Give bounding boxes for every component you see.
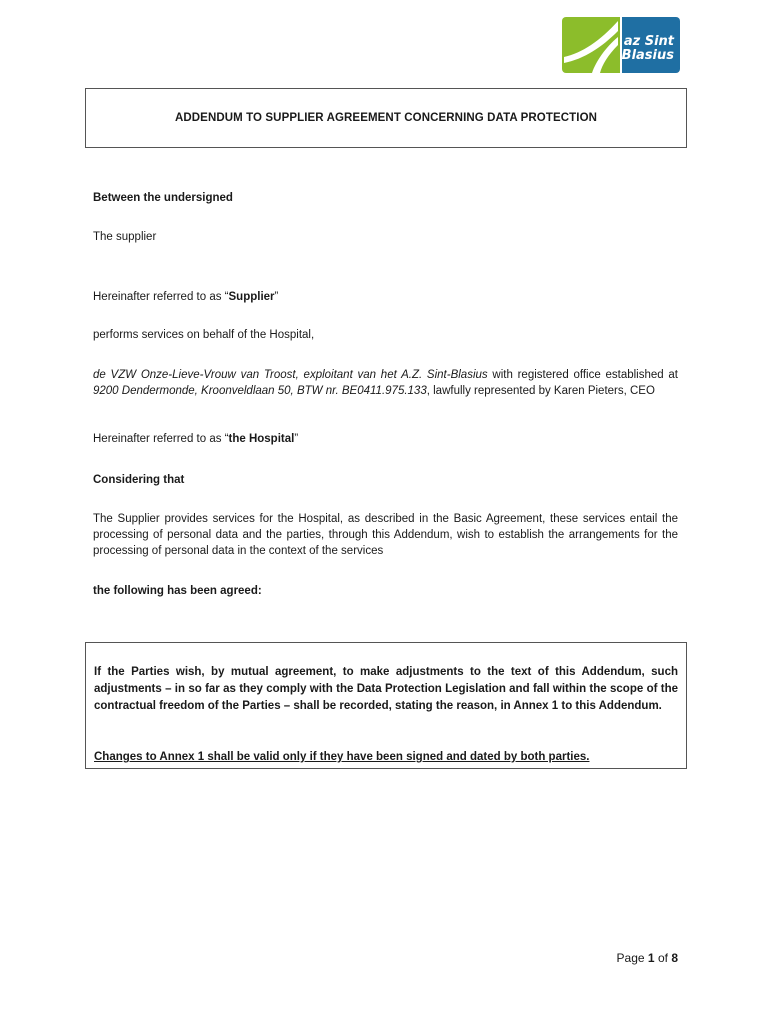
supplier-ref-suffix: ” xyxy=(274,291,279,303)
az-sint-blasius-logo xyxy=(562,17,680,73)
hospital-address: 9200 Dendermonde, Kroonveldlaan 50, BTW nr. BE0411.975.133 xyxy=(93,385,427,397)
logo-line1: az Sint xyxy=(623,34,674,49)
hospital-ref-suffix: ” xyxy=(294,433,299,445)
document-title: ADDENDUM TO SUPPLIER AGREEMENT CONCERNING DATA PROTECTION xyxy=(174,112,598,124)
page-total: 8 xyxy=(671,951,678,965)
amendment-changes-note: Changes to Annex 1 shall be valid only if they have been signed and dated by both parties. xyxy=(94,751,590,763)
between-heading: Between the undersigned xyxy=(93,192,233,204)
hospital-reference xyxy=(93,431,678,447)
logo-blue-panel xyxy=(622,17,680,73)
logo-wing-icon xyxy=(562,17,620,73)
amendment-text: If the Parties wish, by mutual agreement, to make adjustments to the text of this Addendum, such adjustments – in so far as they comply with the Data Protection Legislation and fall within the scope of the contractual freedom of the Parties – shall be recorded, stating the reason, in Annex 1 to this Addendum. xyxy=(94,666,678,712)
considering-heading: Considering that xyxy=(93,474,185,486)
hospital-entity: de VZW Onze-Lieve-Vrouw van Troost, exploitant van het A.Z. Sint-Blasius xyxy=(93,369,488,381)
agreed-heading: the following has been agreed: xyxy=(93,585,262,597)
supplier-reference xyxy=(93,289,678,305)
supplier-ref-name: Supplier xyxy=(228,291,275,303)
logo-text xyxy=(622,35,674,63)
amendment-box xyxy=(85,642,687,769)
supplier-ref-prefix: Hereinafter referred to as “ xyxy=(93,291,229,303)
hospital-represented: , lawfully represented by Karen Pieters, CEO xyxy=(426,385,655,397)
page-number xyxy=(617,951,678,965)
hospital-office-text: with registered office established at xyxy=(487,369,678,381)
document-title-box xyxy=(85,88,687,148)
hospital-ref-prefix: Hereinafter referred to as “ xyxy=(93,433,229,445)
page-current: 1 xyxy=(647,951,655,965)
hospital-paragraph xyxy=(93,367,678,399)
considering-text: The Supplier provides services for the Hospital, as described in the Basic Agreement, these services entail the processing of personal data and the parties, through this Addendum, wish to establish the arrangements for the processing of personal data in the context of the services xyxy=(93,513,678,557)
logo-line2: Blasius xyxy=(621,48,674,63)
supplier-line: The supplier xyxy=(93,231,157,243)
logo-green-panel xyxy=(562,17,620,73)
page-of: of xyxy=(657,951,668,965)
page-label: Page xyxy=(616,951,645,965)
performs-line: performs services on behalf of the Hospital, xyxy=(93,329,315,341)
hospital-ref-name: the Hospital xyxy=(228,433,295,445)
